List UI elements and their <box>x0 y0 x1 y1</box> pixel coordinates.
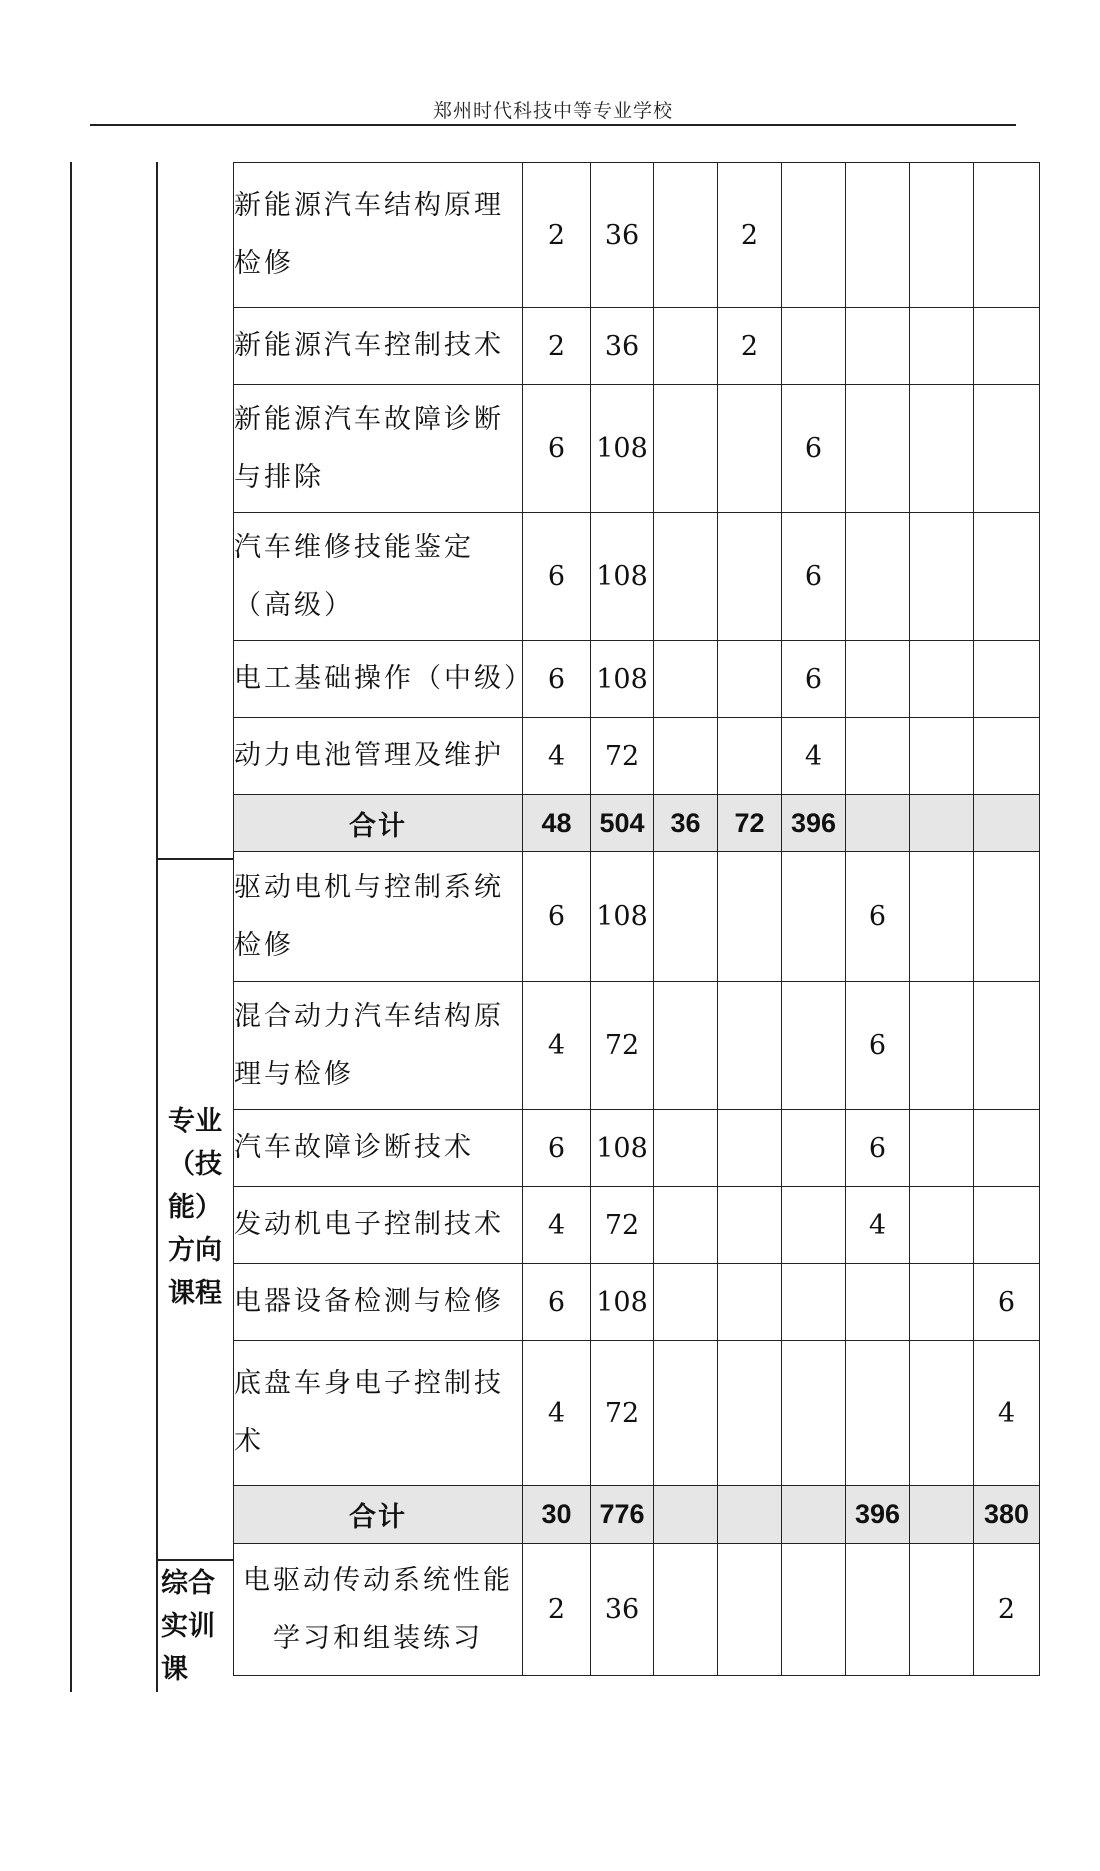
cell-c2: 72 <box>591 718 654 795</box>
cell-c1: 6 <box>523 513 591 641</box>
cell-c8 <box>974 718 1040 795</box>
cell-c2: 108 <box>591 513 654 641</box>
cell-c4: 2 <box>718 308 782 385</box>
cell-c6 <box>846 308 910 385</box>
cell-c7 <box>910 513 974 641</box>
cell-c1: 4 <box>523 718 591 795</box>
cell-c2: 72 <box>591 1341 654 1486</box>
cell-c4 <box>718 718 782 795</box>
cell-c1: 48 <box>523 795 591 852</box>
course-name: 新能源汽车故障诊断与排除 <box>234 385 523 513</box>
cell-c7 <box>910 852 974 982</box>
cell-c5: 4 <box>782 718 846 795</box>
cell-c6: 4 <box>846 1187 910 1264</box>
cell-c8: 2 <box>974 1544 1040 1676</box>
cell-c7 <box>910 308 974 385</box>
course-name: 底盘车身电子控制技术 <box>234 1341 523 1486</box>
cell-c8 <box>974 641 1040 718</box>
cell-c5 <box>782 308 846 385</box>
cell-c8 <box>974 795 1040 852</box>
cell-c3 <box>654 385 718 513</box>
cell-c2: 72 <box>591 1187 654 1264</box>
cell-c5 <box>782 852 846 982</box>
cell-c6 <box>846 1544 910 1676</box>
cell-c5 <box>782 1187 846 1264</box>
cell-c6 <box>846 1341 910 1486</box>
cell-c5 <box>782 1110 846 1187</box>
cell-c6: 6 <box>846 852 910 982</box>
cell-c7 <box>910 982 974 1110</box>
course-name: 新能源汽车结构原理检修 <box>234 163 523 308</box>
cell-c2: 108 <box>591 852 654 982</box>
table-row <box>234 1187 1040 1264</box>
cell-c3 <box>654 852 718 982</box>
cell-c4 <box>718 1264 782 1341</box>
table-row <box>234 718 1040 795</box>
cell-c8: 380 <box>974 1486 1040 1544</box>
table-row <box>234 1264 1040 1341</box>
cell-c8 <box>974 163 1040 308</box>
cell-c4 <box>718 1544 782 1676</box>
cell-c5 <box>782 1486 846 1544</box>
cell-c1: 2 <box>523 308 591 385</box>
group-divider-1 <box>156 858 234 860</box>
group-column-border <box>156 162 158 1692</box>
cell-c3 <box>654 1486 718 1544</box>
cell-c4 <box>718 641 782 718</box>
cell-c3 <box>654 163 718 308</box>
outer-left-border <box>70 162 72 1692</box>
cell-c3 <box>654 308 718 385</box>
cell-c8 <box>974 852 1040 982</box>
cell-c6 <box>846 718 910 795</box>
cell-c3 <box>654 1264 718 1341</box>
cell-c6 <box>846 1264 910 1341</box>
cell-c8: 4 <box>974 1341 1040 1486</box>
cell-c8 <box>974 385 1040 513</box>
group-label-professional-direction: 专业 （技 能） 方向 课程 <box>168 1106 222 1309</box>
cell-c7 <box>910 385 974 513</box>
cell-c2: 108 <box>591 1110 654 1187</box>
table-row <box>234 1544 1040 1676</box>
cell-c4 <box>718 513 782 641</box>
cell-c3: 36 <box>654 795 718 852</box>
table-row <box>234 385 1040 513</box>
cell-c7 <box>910 795 974 852</box>
cell-c6: 6 <box>846 1110 910 1187</box>
subtotal-label: 合计 <box>234 1486 523 1544</box>
table-row <box>234 513 1040 641</box>
cell-c6 <box>846 795 910 852</box>
cell-c5: 6 <box>782 513 846 641</box>
cell-c2: 36 <box>591 163 654 308</box>
course-table <box>233 162 1040 1676</box>
course-name: 动力电池管理及维护 <box>234 718 523 795</box>
cell-c1: 6 <box>523 385 591 513</box>
table-row <box>234 982 1040 1110</box>
subtotal-row <box>234 795 1040 852</box>
cell-c8 <box>974 513 1040 641</box>
cell-c8 <box>974 1187 1040 1264</box>
cell-c3 <box>654 1341 718 1486</box>
cell-c2: 504 <box>591 795 654 852</box>
cell-c1: 6 <box>523 852 591 982</box>
cell-c1: 6 <box>523 1264 591 1341</box>
cell-c8 <box>974 308 1040 385</box>
cell-c1: 6 <box>523 1110 591 1187</box>
cell-c7 <box>910 641 974 718</box>
course-name: 汽车故障诊断技术 <box>234 1110 523 1187</box>
cell-c5 <box>782 1544 846 1676</box>
course-name: 电驱动传动系统性能学习和组装练习 <box>234 1544 523 1676</box>
cell-c2: 108 <box>591 641 654 718</box>
course-name: 发动机电子控制技术 <box>234 1187 523 1264</box>
cell-c4 <box>718 852 782 982</box>
table-row <box>234 1341 1040 1486</box>
cell-c4: 2 <box>718 163 782 308</box>
cell-c1: 4 <box>523 1187 591 1264</box>
cell-c4 <box>718 1341 782 1486</box>
cell-c3 <box>654 641 718 718</box>
cell-c2: 108 <box>591 385 654 513</box>
cell-c1: 4 <box>523 1341 591 1486</box>
cell-c3 <box>654 513 718 641</box>
cell-c2: 36 <box>591 1544 654 1676</box>
cell-c4 <box>718 1187 782 1264</box>
cell-c5 <box>782 1341 846 1486</box>
table-row <box>234 641 1040 718</box>
cell-c7 <box>910 1341 974 1486</box>
course-name: 电器设备检测与检修 <box>234 1264 523 1341</box>
subtotal-label: 合计 <box>234 795 523 852</box>
course-name: 汽车维修技能鉴定（高级） <box>234 513 523 641</box>
cell-c3 <box>654 1110 718 1187</box>
cell-c7 <box>910 163 974 308</box>
cell-c1: 2 <box>523 163 591 308</box>
cell-c7 <box>910 1544 974 1676</box>
cell-c2: 72 <box>591 982 654 1110</box>
cell-c5: 6 <box>782 641 846 718</box>
cell-c1: 6 <box>523 641 591 718</box>
table-row <box>234 1110 1040 1187</box>
page-header-school-name: 郑州时代科技中等专业学校 <box>432 100 673 122</box>
cell-c7 <box>910 1110 974 1187</box>
cell-c6 <box>846 641 910 718</box>
cell-c5: 396 <box>782 795 846 852</box>
cell-c4 <box>718 982 782 1110</box>
cell-c3 <box>654 1187 718 1264</box>
cell-c3 <box>654 718 718 795</box>
cell-c2: 108 <box>591 1264 654 1341</box>
header-rule <box>90 124 1016 126</box>
cell-c7 <box>910 1486 974 1544</box>
cell-c3 <box>654 982 718 1110</box>
course-name: 新能源汽车控制技术 <box>234 308 523 385</box>
cell-c5 <box>782 163 846 308</box>
cell-c8 <box>974 1110 1040 1187</box>
cell-c4 <box>718 1486 782 1544</box>
group-label-comprehensive-training: 综合 实训 课 <box>161 1568 215 1685</box>
cell-c5: 6 <box>782 385 846 513</box>
group-divider-2 <box>156 1559 234 1561</box>
cell-c7 <box>910 718 974 795</box>
table-row <box>234 163 1040 308</box>
cell-c5 <box>782 982 846 1110</box>
cell-c7 <box>910 1264 974 1341</box>
cell-c1: 4 <box>523 982 591 1110</box>
course-name: 混合动力汽车结构原理与检修 <box>234 982 523 1110</box>
cell-c2: 36 <box>591 308 654 385</box>
cell-c8 <box>974 982 1040 1110</box>
subtotal-row <box>234 1486 1040 1544</box>
cell-c6 <box>846 163 910 308</box>
cell-c4 <box>718 1110 782 1187</box>
cell-c5 <box>782 1264 846 1341</box>
table-row <box>234 852 1040 982</box>
cell-c6: 6 <box>846 982 910 1110</box>
cell-c2: 776 <box>591 1486 654 1544</box>
course-name: 电工基础操作（中级） <box>234 641 523 718</box>
cell-c3 <box>654 1544 718 1676</box>
cell-c6 <box>846 385 910 513</box>
course-name: 驱动电机与控制系统检修 <box>234 852 523 982</box>
cell-c6 <box>846 513 910 641</box>
cell-c8: 6 <box>974 1264 1040 1341</box>
table-row <box>234 308 1040 385</box>
cell-c1: 2 <box>523 1544 591 1676</box>
cell-c6: 396 <box>846 1486 910 1544</box>
cell-c4: 72 <box>718 795 782 852</box>
cell-c7 <box>910 1187 974 1264</box>
cell-c1: 30 <box>523 1486 591 1544</box>
cell-c4 <box>718 385 782 513</box>
